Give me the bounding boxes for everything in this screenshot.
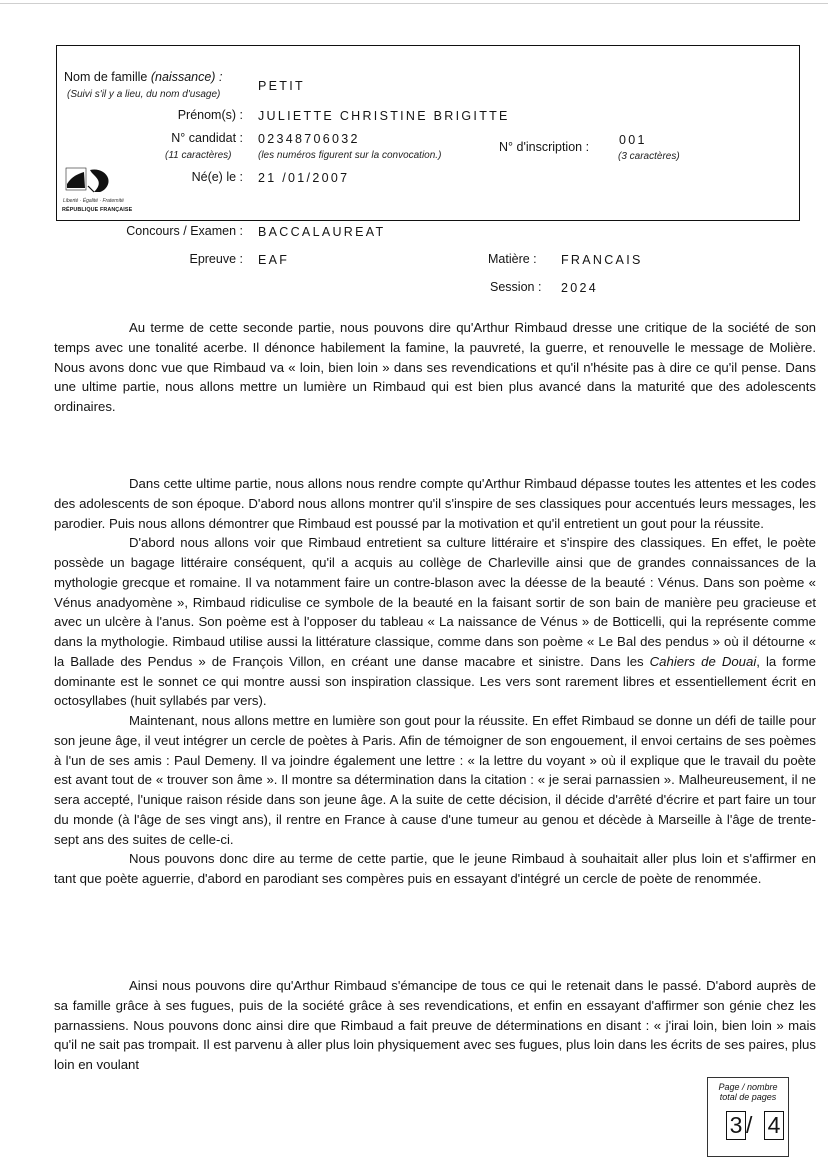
paragraph-3-part-b: , la forme dominante est le sonnet ce qui montre aussi son inspiration classique. Les vers sont rarement libres et essentiellement écrit en octosyllabes (huit syllabés par vers). [54,653,816,709]
inscription-label: N° d'inscription : [499,140,590,154]
matiere-label: Matière : [488,252,537,266]
concours-label: Concours / Examen : [126,224,243,238]
conclusion-block [54,976,816,1075]
naissance-label: Né(e) le : [191,170,243,184]
page-label-line1: Page / nombre [718,1082,778,1092]
body-section-block [54,474,816,889]
page-separator: / [746,1112,753,1138]
paragraph-4: Maintenant, nous allons mettre en lumière son gout pour la réussite. En effet Rimbaud se donne un défi de taille pour son jeune âge, il veut intégrer un cercle de poètes à Paris. Afin de témoigner de son engouement, il envoi certains de ses poèmes à l'un de ses amis : Paul Demeny. Il va joindre également une lettre : « la lettre du voyant » où il explique que le travail du poète est avant tout de « trouver son âme ». Il montre sa détermination dans la citation : « je serai parnassien ». Malheureusement, il ne sera accepté, l'unique raison réside dans son jeune âge. A la suite de cette décision, il décide d'arrêté d'écrire et part faire un tour du monde (à l'âge de ses vingt ans), il rentre en France à cause d'une tumeur au genou et décède à Marseille à l'âge de trente-sept ans des suites de celle-ci. [54,713,816,847]
paragraph-1-block [54,318,816,417]
epreuve-label: Epreuve : [189,252,243,266]
paragraph-2: Dans cette ultime partie, nous allons nous rendre compte qu'Arthur Rimbaud dépasse toutes les attentes et les codes des adolescents de son époque. D'abord nous allons montrer qu'il s'inspire de ses classiques pour accentués leurs messages, les parodier. Puis nous allons démontrer que Rimbaud est poussé par la motivation et qu'il entretient un gout pour la réussite. [54,476,816,531]
session-value: 2024 [561,281,599,295]
marianne-icon [60,162,140,198]
nom-value: PETIT [258,79,305,93]
inscription-hint: (3 caractères) [618,151,680,162]
paragraph-3 [54,533,816,711]
paragraph-3-italic: Cahiers de Douai [649,653,757,669]
candidat-value: 02348706032 [258,132,360,146]
concours-value: BACCALAUREAT [258,225,386,239]
page-number-box [707,1077,789,1157]
republique-francaise-logo [60,162,142,216]
page-label-line2: total de pages [719,1092,777,1102]
candidat-label: N° candidat : [171,131,243,145]
inscription-value: 001 [619,133,647,147]
logo-motto: Liberté · Égalité · Fraternité [63,198,124,204]
paragraph-6: Ainsi nous pouvons dire qu'Arthur Rimbaud s'émancipe de tous ce qui le retenait dans le passé. D'abord auprès de sa famille grâce à ses fugues, puis de la société grâce à ses revendications, et enfin en essayant d'affirmer son génie chez les parnassiens. Nous pouvons donc ainsi dire que Rimbaud a fait preuve de déterminations en disant : « j'irai loin, bien loin » mais qu'il ne sait pas trompait. Il est parvenu à aller plus loin physiquement avec ses fugues, plus loin dans les écrits de ses paires, plus loin en voulant [54,978,816,1072]
prenom-value: JULIETTE CHRISTINE BRIGITTE [258,109,510,123]
epreuve-value: EAF [258,253,290,267]
prenom-label: Prénom(s) : [177,108,243,122]
paragraph-5: Nous pouvons donc dire au terme de cette partie, que le jeune Rimbaud à souhaitait aller plus loin et s'affirmer en tant que poète aguerrie, d'abord en parodiant ses compères puis en essayant d'intégré un cercle de poète de renommée. [54,851,816,886]
candidat-value-hint: (les numéros figurent sur la convocation.) [258,150,442,161]
total-pages: 4 [764,1111,784,1140]
logo-republic: RÉPUBLIQUE FRANÇAISE [62,207,133,213]
nom-label-text: Nom de famille [64,70,148,84]
paragraph-1: Au terme de cette seconde partie, nous pouvons dire qu'Arthur Rimbaud dresse une critique de la société de son temps avec une tonalité acerbe. Il dénonce habilement la famine, la pauvreté, la guerre, et renouvelle le message de Molière. Nous avons donc vue que Rimbaud va « loin, bien loin » dans ses revendications et qu'il n'hésite pas à dire ce qu'il pense. Dans une ultime partie, nous allons mettre un lumière un Rimbaud qui est bien plus avancé dans la maturité que des adolescents ordinaires. [54,320,816,414]
nom-label-italic: (naissance) : [150,70,223,84]
current-page: 3 [726,1111,746,1140]
page-number-label [708,1082,788,1102]
nom-hint: (Suivi s'il y a lieu, du nom d'usage) [67,89,221,100]
session-label: Session : [490,280,542,294]
nom-label [64,70,222,84]
candidat-hint: (11 caractères) [165,150,232,161]
matiere-value: FRANCAIS [561,253,643,267]
scan-top-edge [0,3,828,4]
naissance-value: 21 /01/2007 [258,171,350,185]
paragraph-3-part-a: D'abord nous allons voir que Rimbaud entretient sa culture littéraire et s'inspire des classiques. En effet, le poète possède un bagage littéraire conséquent, qu'il a acquis au collège de Charleville ainsi que de grandes connaissances de la mythologie grecque et romaine. Il va notamment faire un contre-blason avec la déesse de la beauté : Vénus. Dans son poème « Vénus anadyomène », Rimbaud ridiculise ce symbole de la beauté en la faisant sortir de son bain de manière peu gracieuse et avec un ulcère à l'anus. Son poème est à l'opposer du tableau « La naissance de Vénus » de Botticelli, qui la représente comme dans la mythologie. Rimbaud utilise aussi la littérature classique, comme dans son poème « Le Bal des pendus » où il détourne « la Ballade des Pendus » de François Villon, en créant une danse macabre et sinistre. Dans les [54,535,816,669]
